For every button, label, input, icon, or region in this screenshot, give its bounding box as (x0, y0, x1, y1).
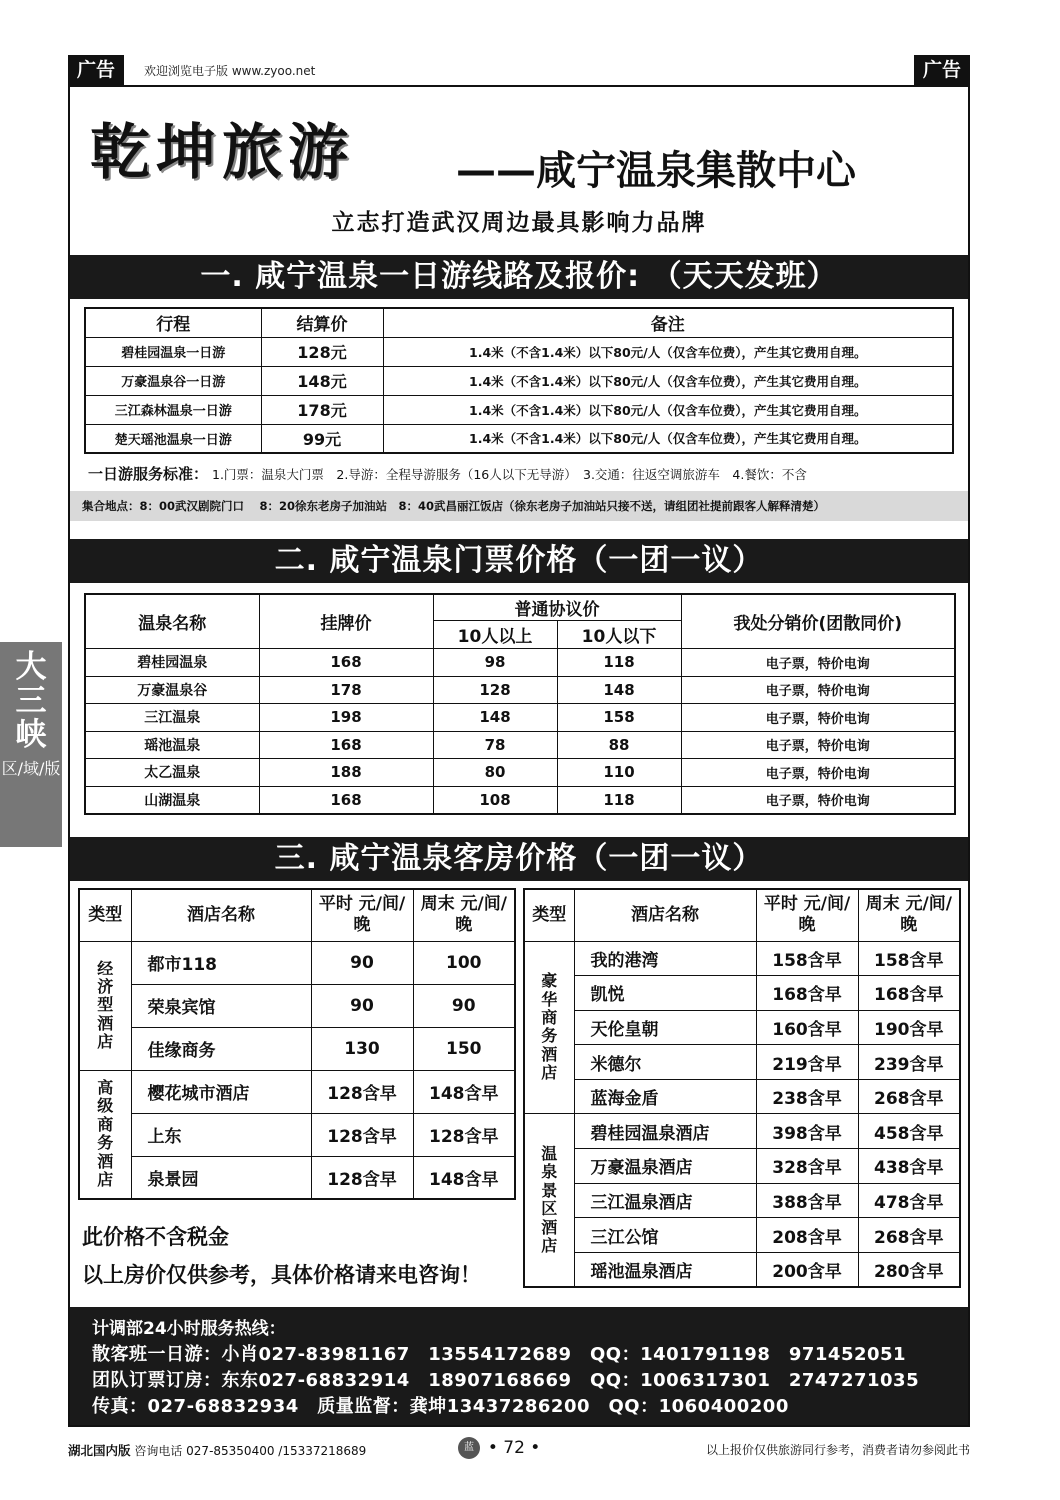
route-cell: 碧桂园温泉一日游 (85, 337, 261, 366)
weekend-price-cell: 190含早 (858, 1010, 960, 1045)
sale-cell: 电子票，特价电询 (681, 649, 955, 677)
weekday-price-cell: 128含早 (311, 1113, 413, 1156)
list-price-cell: 168 (259, 786, 433, 814)
col-header-price: 结算价 (261, 308, 383, 337)
table-row (85, 731, 955, 759)
weekend-price-cell: 148含早 (413, 1156, 515, 1199)
section1-title: 一. 咸宁温泉一日游线路及报价: （天天发班） (70, 255, 968, 299)
col-header-weekend: 周末 元/间/晚 (858, 889, 960, 941)
list-price-cell: 178 (259, 676, 433, 704)
sale-cell: 电子票，特价电询 (681, 676, 955, 704)
under10-cell: 158 (557, 704, 681, 732)
list-price-cell: 198 (259, 704, 433, 732)
under10-cell: 88 (557, 731, 681, 759)
category-cell: 经 济 型 酒 店 (79, 941, 131, 1070)
category-cell: 温 泉 景 区 酒 店 (524, 1114, 574, 1287)
weekend-price-cell: 90 (413, 984, 515, 1027)
hotel-name-cell: 碧桂园温泉酒店 (574, 1114, 756, 1149)
weekday-price-cell: 238含早 (756, 1079, 858, 1114)
col-header-list-price: 挂牌价 (259, 594, 433, 649)
brand-slogan: 立志打造武汉周边最具影响力品牌 (331, 210, 707, 236)
under10-cell: 110 (557, 759, 681, 787)
col-header-route: 行程 (85, 308, 261, 337)
col-header-sale-price: 我处分销价(团散同价) (681, 594, 955, 649)
table-row (79, 1113, 515, 1156)
footer-left (68, 1441, 366, 1459)
price-cell: 99元 (261, 424, 383, 453)
spring-name-cell: 瑶池温泉 (85, 731, 259, 759)
col-header-type: 类型 (524, 889, 574, 941)
spring-name-cell: 三江温泉 (85, 704, 259, 732)
hotel-table-left (78, 888, 516, 1200)
ticket-price-table (84, 593, 956, 815)
spring-name-cell: 碧桂园温泉 (85, 649, 259, 677)
weekend-price-cell: 239含早 (858, 1045, 960, 1080)
hotel-table-right (523, 888, 961, 1288)
service-standard-text: 1.门票：温泉大门票 2.导游：全程导游服务（16人以下无导游） 3.交通：往返空调旅游车 4.餐饮：不含 (212, 467, 807, 482)
hotel-name-cell: 上东 (131, 1113, 311, 1156)
hotel-name-cell: 三江公馆 (574, 1218, 756, 1253)
over10-cell: 128 (433, 676, 557, 704)
consult-phone: 咨询电话 027-85350400 /15337218689 (134, 1444, 367, 1458)
page-footer (68, 1437, 970, 1461)
table-row (524, 1079, 960, 1114)
weekday-price-cell: 158含早 (756, 941, 858, 976)
table-row (524, 1252, 960, 1287)
weekday-price-cell: 160含早 (756, 1010, 858, 1045)
list-price-cell: 168 (259, 649, 433, 677)
col-header-weekend: 周末 元/间/晚 (413, 889, 515, 941)
weekday-price-cell: 128含早 (311, 1070, 413, 1113)
meeting-points: 集合地点：8：00武汉剧院门口 8：20徐东老房子加油站 8：40武昌丽江饭店（徐东老房子加油站只接不送，请组团社提前跟客人解释清楚） (70, 491, 968, 521)
price-cell: 128元 (261, 337, 383, 366)
hotel-name-cell: 万豪温泉酒店 (574, 1149, 756, 1184)
hotel-name-cell: 我的港湾 (574, 941, 756, 976)
ad-label-left: 广告 (68, 55, 124, 85)
top-bar (68, 55, 970, 85)
weekend-price-cell: 168含早 (858, 976, 960, 1011)
footer-disclaimer: 以上报价仅供旅游同行参考，消费者请勿参阅此书 (705, 1443, 970, 1457)
col-header-hotel: 酒店名称 (574, 889, 756, 941)
contact-line-2: 团队订票订房：东东027-68832914 18907168669 QQ：1006317301 2747271035 (92, 1370, 920, 1391)
table-row (79, 1070, 515, 1113)
col-header-note: 备注 (383, 308, 953, 337)
table-row (524, 1010, 960, 1045)
region-edition-label: 区/域/版 (1, 759, 61, 778)
contact-panel (70, 1307, 968, 1425)
weekday-price-cell: 168含早 (756, 976, 858, 1011)
table-row (85, 424, 953, 453)
weekday-price-cell: 398含早 (756, 1114, 858, 1149)
weekend-price-cell: 268含早 (858, 1079, 960, 1114)
weekend-price-cell: 128含早 (413, 1113, 515, 1156)
price-cell: 178元 (261, 395, 383, 424)
route-cell: 三江森林温泉一日游 (85, 395, 261, 424)
note-cell: 1.4米（不含1.4米）以下80元/人（仅含车位费），产生其它费用自理。 (383, 424, 953, 453)
section3-title: 三. 咸宁温泉客房价格（一团一议） (70, 837, 968, 881)
weekend-price-cell: 100 (413, 941, 515, 984)
col-header-weekday: 平时 元/间/晚 (756, 889, 858, 941)
reference-note: 以上房价仅供参考，具体价格请来电咨询！ (82, 1263, 481, 1287)
col-header-name: 温泉名称 (85, 594, 259, 649)
tax-note: 此价格不含税金 (82, 1225, 229, 1249)
table-row (524, 1114, 960, 1149)
sale-cell: 电子票，特价电询 (681, 731, 955, 759)
edition-label: 湖北国内版 (68, 1443, 131, 1458)
table-row (79, 1156, 515, 1199)
table-row (85, 676, 955, 704)
list-price-cell: 188 (259, 759, 433, 787)
spring-name-cell: 太乙温泉 (85, 759, 259, 787)
category-cell: 高 级 商 务 酒 店 (79, 1070, 131, 1199)
note-cell: 1.4米（不含1.4米）以下80元/人（仅含车位费），产生其它费用自理。 (383, 366, 953, 395)
hotel-name-cell: 蓝海金盾 (574, 1079, 756, 1114)
contact-line-3: 传真：027-68832934 质量监督：龚坤13437286200 QQ：1060400200 (92, 1396, 789, 1417)
hotline-label: 计调部24小时服务热线： (92, 1319, 286, 1339)
weekday-price-cell: 90 (311, 984, 413, 1027)
weekday-price-cell: 388含早 (756, 1183, 858, 1218)
under10-cell: 148 (557, 676, 681, 704)
weekend-price-cell: 158含早 (858, 941, 960, 976)
route-cell: 万豪温泉谷一日游 (85, 366, 261, 395)
hotel-name-cell: 樱花城市酒店 (131, 1070, 311, 1113)
category-cell: 豪 华 商 务 酒 店 (524, 941, 574, 1114)
col-header-under10: 10人以下 (557, 621, 681, 649)
hotel-name-cell: 都市118 (131, 941, 311, 984)
table-row (85, 337, 953, 366)
weekday-price-cell: 219含早 (756, 1045, 858, 1080)
page-number: • 72 • (487, 1438, 541, 1458)
price-notes (82, 1218, 481, 1294)
list-price-cell: 168 (259, 731, 433, 759)
col-header-hotel: 酒店名称 (131, 889, 311, 941)
table-row (524, 1183, 960, 1218)
region-side-tab[interactable] (0, 642, 62, 847)
sale-cell: 电子票，特价电询 (681, 704, 955, 732)
table-row (85, 704, 955, 732)
col-header-over10: 10人以上 (433, 621, 557, 649)
brand-logo-text: 乾坤旅游 (90, 118, 354, 188)
col-header-weekday: 平时 元/间/晚 (311, 889, 413, 941)
over10-cell: 78 (433, 731, 557, 759)
table-row (79, 941, 515, 984)
table-header-row (524, 889, 960, 941)
weekday-price-cell: 328含早 (756, 1149, 858, 1184)
note-cell: 1.4米（不含1.4米）以下80元/人（仅含车位费），产生其它费用自理。 (383, 337, 953, 366)
hotel-name-cell: 米德尔 (574, 1045, 756, 1080)
under10-cell: 118 (557, 649, 681, 677)
brand-subtitle: ——咸宁温泉集散中心 (456, 148, 856, 194)
weekend-price-cell: 150 (413, 1027, 515, 1070)
table-header-row (85, 308, 953, 337)
hotel-name-cell: 佳缘商务 (131, 1027, 311, 1070)
table-header-row (79, 889, 515, 941)
under10-cell: 118 (557, 786, 681, 814)
table-row (524, 1149, 960, 1184)
note-cell: 1.4米（不含1.4米）以下80元/人（仅含车位费），产生其它费用自理。 (383, 395, 953, 424)
day-tour-table (84, 307, 954, 454)
price-cell: 148元 (261, 366, 383, 395)
over10-cell: 148 (433, 704, 557, 732)
contact-line-1: 散客班一日游：小肖027-83981167 13554172689 QQ：1401791198 971452051 (92, 1344, 907, 1365)
ad-label-right: 广告 (914, 55, 970, 85)
sale-cell: 电子票，特价电询 (681, 759, 955, 787)
sale-cell: 电子票，特价电询 (681, 786, 955, 814)
table-row (524, 1218, 960, 1253)
hotel-name-cell: 凯悦 (574, 976, 756, 1011)
over10-cell: 108 (433, 786, 557, 814)
col-header-type: 类型 (79, 889, 131, 941)
hotel-name-cell: 瑶池温泉酒店 (574, 1252, 756, 1287)
hotel-name-cell: 泉景园 (131, 1156, 311, 1199)
table-row (85, 786, 955, 814)
table-row (524, 1045, 960, 1080)
advertisement-frame (68, 85, 970, 1427)
service-standard (88, 463, 958, 484)
table-header-row (85, 594, 955, 621)
table-row (524, 941, 960, 976)
spring-name-cell: 万豪温泉谷 (85, 676, 259, 704)
weekend-price-cell: 280含早 (858, 1252, 960, 1287)
weekend-price-cell: 478含早 (858, 1183, 960, 1218)
weekday-price-cell: 130 (311, 1027, 413, 1070)
page-number-group (458, 1437, 540, 1459)
table-row (85, 759, 955, 787)
table-row (85, 649, 955, 677)
spring-name-cell: 山湖温泉 (85, 786, 259, 814)
table-row (85, 366, 953, 395)
section2-title: 二. 咸宁温泉门票价格（一团一议） (70, 539, 968, 583)
hotel-name-cell: 三江温泉酒店 (574, 1183, 756, 1218)
weekday-price-cell: 208含早 (756, 1218, 858, 1253)
weekend-price-cell: 148含早 (413, 1070, 515, 1113)
route-cell: 楚天瑶池温泉一日游 (85, 424, 261, 453)
weekend-price-cell: 438含早 (858, 1149, 960, 1184)
region-name: 大 三 峡 (15, 649, 47, 753)
website-url[interactable]: 欢迎浏览电子版 www.zyoo.net (144, 64, 316, 78)
weekday-price-cell: 90 (311, 941, 413, 984)
over10-cell: 80 (433, 759, 557, 787)
hotel-name-cell: 天伦皇朝 (574, 1010, 756, 1045)
table-row (524, 976, 960, 1011)
service-standard-label: 一日游服务标准： (88, 465, 209, 483)
table-row (79, 1027, 515, 1070)
weekday-price-cell: 128含早 (311, 1156, 413, 1199)
over10-cell: 98 (433, 649, 557, 677)
hotel-name-cell: 荣泉宾馆 (131, 984, 311, 1027)
weekend-price-cell: 268含早 (858, 1218, 960, 1253)
table-row (85, 395, 953, 424)
table-row (79, 984, 515, 1027)
weekend-price-cell: 458含早 (858, 1114, 960, 1149)
weekday-price-cell: 200含早 (756, 1252, 858, 1287)
col-header-group-price: 普通协议价 (433, 594, 681, 621)
edition-badge-icon: 蓝 (458, 1437, 480, 1459)
